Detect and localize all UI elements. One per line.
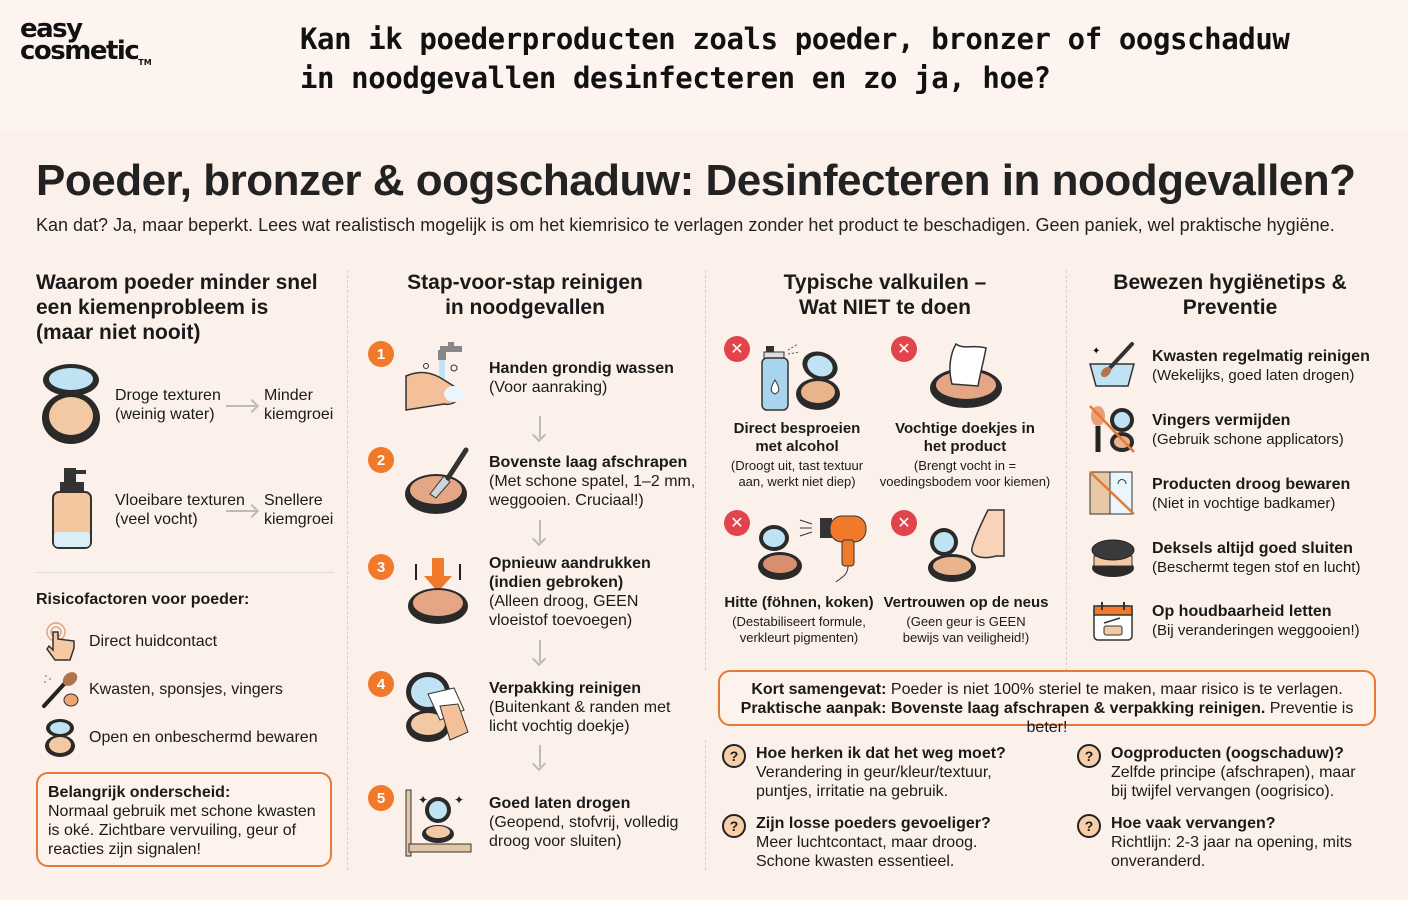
faq-item — [1111, 744, 1356, 801]
step-badge: 5 — [368, 785, 394, 811]
arrow-down-icon — [539, 745, 541, 767]
tip-text — [1152, 411, 1344, 449]
foundation-bottle-icon — [50, 468, 94, 550]
faq-answer: Schone kwasten essentieel. — [756, 853, 955, 870]
pitfall-title — [722, 420, 872, 456]
svg-text:✦: ✦ — [418, 793, 429, 807]
brand-logo[interactable] — [20, 14, 152, 67]
pitfall-title — [880, 420, 1050, 456]
question-bubble-icon: ? — [1077, 814, 1101, 838]
faq-answer: bij twijfel vervangen (oogrisico). — [1111, 783, 1335, 800]
tip-desc: (Gebruik schone applicators) — [1152, 431, 1344, 448]
cross-icon: ✕ — [891, 336, 917, 362]
calendar-icon — [1092, 600, 1134, 642]
hand-washing-icon — [404, 342, 472, 414]
risk-label: Kwasten, sponsjes, vingers — [89, 681, 283, 698]
step-desc: weggooien. Cruciaal!) — [489, 492, 644, 509]
text: Kort samengevat: — [751, 681, 887, 698]
text: voedingsbodem voor kiemen) — [879, 474, 1051, 489]
arrow-down-icon — [539, 416, 541, 438]
comparison-left — [115, 386, 221, 424]
step-text — [489, 453, 695, 510]
text: (Destabiliseert formule, — [732, 614, 866, 629]
title-line: (maar niet nooit) — [36, 321, 201, 344]
title-line: Bewezen hygiënetips & — [1113, 271, 1347, 294]
finger-touch-icon — [44, 622, 78, 662]
closed-compact-icon — [1090, 536, 1136, 580]
spatula-scrape-icon — [404, 446, 470, 518]
tip-desc: (Niet in vochtige badkamer) — [1152, 495, 1336, 512]
step-text — [489, 679, 670, 736]
text: verkleurt pigmenten) — [739, 630, 859, 645]
tip-title: Vingers vermijden — [1152, 412, 1291, 429]
step-title: Opnieuw aandrukken — [489, 555, 651, 572]
text: (Droogt uit, tast textuur — [730, 458, 864, 473]
no-bathroom-icon — [1088, 470, 1136, 516]
section-title — [1080, 270, 1380, 320]
step-badge: 2 — [368, 447, 394, 473]
text: Droge texturen — [115, 387, 221, 404]
section-title — [720, 270, 1050, 320]
step-title: (indien gebroken) — [489, 574, 624, 591]
no-fingers-icon — [1088, 404, 1136, 454]
section-title — [360, 270, 690, 320]
step-title: Verpakking reinigen — [489, 680, 642, 697]
text: Poeder is niet 100% steriel te maken, maar risico is te verlagen. — [886, 681, 1343, 698]
cross-icon: ✕ — [891, 510, 917, 536]
tip-text — [1152, 347, 1370, 385]
summary-line1 — [726, 680, 1368, 699]
section-title — [36, 270, 336, 345]
text: Praktische aanpak: Bovenste laag afschrapen & verpakking reinigen. — [740, 700, 1266, 717]
faq-answer: puntjes, irritatie na gebruik. — [756, 783, 949, 800]
wipe-compact-icon — [404, 670, 472, 744]
tip-title: Producten droog bewaren — [1152, 476, 1351, 493]
title-line: Stap-voor-stap reinigen — [407, 271, 643, 294]
note-text: is oké. Zichtbare vervuiling, geur of — [48, 822, 297, 839]
column-divider — [705, 740, 706, 870]
pitfall-desc — [880, 614, 1052, 646]
column-divider — [705, 270, 706, 670]
title-line: Preventie — [1182, 296, 1278, 319]
step-desc: (Met schone spatel, 1–2 mm, — [489, 473, 696, 490]
wet-wipe-icon — [928, 340, 1004, 412]
step-text — [489, 794, 678, 851]
faq-answer: Zelfde principe (afschrapen), maar — [1111, 764, 1356, 781]
section-tips — [1080, 270, 1380, 320]
step-badge: 3 — [368, 554, 394, 580]
step-desc: vloeistof toevoegen) — [489, 612, 633, 629]
arrow-right-icon — [226, 405, 256, 407]
faq-question: Hoe vaak vervangen? — [1111, 815, 1276, 832]
risk-title: Risicofactoren voor poeder: — [36, 591, 250, 608]
faq-answer: onveranderd. — [1111, 853, 1206, 870]
faq-item — [1111, 814, 1352, 871]
logo-line2: cosmetic — [20, 36, 139, 66]
step-title: Handen grondig wassen — [489, 360, 674, 377]
tip-desc: (Wekelijks, goed laten drogen) — [1152, 367, 1355, 384]
section-steps — [360, 270, 690, 320]
text: (weinig water) — [115, 406, 215, 423]
title-line: Typische valkuilen – — [783, 271, 987, 294]
step-desc: (Alleen droog, GEEN — [489, 593, 639, 610]
step-title: Goed laten drogen — [489, 795, 631, 812]
section-pitfalls — [720, 270, 1050, 320]
note-text: reacties zijn signalen! — [48, 841, 201, 858]
top-bar — [0, 0, 1408, 128]
summary-line2 — [726, 699, 1368, 737]
comparison-right — [264, 491, 333, 529]
pitfall-desc — [722, 458, 872, 490]
step-desc: (Voor aanraking) — [489, 379, 608, 396]
question-line2: in noodgevallen desinfecteren en zo ja, hoe? — [300, 61, 1051, 95]
tip-title: Kwasten regelmatig reinigen — [1152, 348, 1370, 365]
faq-answer: Richtlijn: 2-3 jaar na opening, mits — [1111, 834, 1353, 851]
tip-text — [1152, 539, 1360, 577]
svg-text:✦: ✦ — [1092, 346, 1101, 357]
brush-sponge-icon — [40, 670, 82, 710]
text: kiemgroei — [264, 406, 334, 423]
pitfall-desc — [872, 458, 1058, 490]
faq-answer: Meer luchtcontact, maar droog. — [756, 834, 978, 851]
tip-title: Op houdbaarheid letten — [1152, 603, 1332, 620]
text: het product — [923, 438, 1007, 455]
open-compact-icon — [44, 718, 76, 758]
step-badge: 1 — [368, 341, 394, 367]
text: Vloeibare texturen — [115, 492, 245, 509]
text: bewijs van veiligheid!) — [902, 630, 1030, 645]
step-badge: 4 — [368, 671, 394, 697]
risk-label: Open en onbeschermd bewaren — [89, 729, 318, 746]
step-desc: droog voor sluiten) — [489, 833, 622, 850]
text: Minder — [264, 387, 313, 404]
question-heading — [300, 20, 1300, 98]
brush-wash-icon — [1088, 340, 1136, 388]
faq-item — [756, 814, 991, 871]
faq-question: Oogproducten (oogschaduw)? — [1111, 745, 1344, 762]
question-bubble-icon: ? — [722, 814, 746, 838]
text: kiemgroei — [264, 511, 334, 528]
question-bubble-icon: ? — [1077, 744, 1101, 768]
hair-dryer-icon — [750, 512, 874, 584]
faq-item — [756, 744, 1006, 801]
nose-smell-icon — [922, 508, 1008, 584]
note-title: Belangrijk onderscheid: — [48, 784, 231, 801]
step-desc: (Geopend, stofvrij, volledig — [489, 814, 679, 831]
pitfall-desc — [720, 614, 878, 646]
comparison-right — [264, 386, 333, 424]
pitfall-title: Vertrouwen op de neus — [883, 594, 1049, 611]
text: Vochtige doekjes in — [895, 420, 1035, 437]
step-desc: (Buitenkant & randen met — [489, 699, 671, 716]
logo-line1: easy — [20, 14, 82, 44]
dry-compact-icon — [404, 788, 474, 858]
cross-icon: ✕ — [724, 336, 750, 362]
question-line1: Kan ik poederproducten zoals poeder, bronzer of oogschaduw — [300, 22, 1290, 56]
compact-powder-icon — [40, 362, 102, 446]
cross-icon: ✕ — [724, 510, 750, 536]
tip-desc: (Beschermt tegen stof en lucht) — [1152, 559, 1361, 576]
column-divider — [1066, 270, 1067, 670]
step-text — [489, 554, 651, 630]
question-bubble-icon: ? — [722, 744, 746, 768]
text: Snellere — [264, 492, 323, 509]
text: met alcohol — [755, 438, 839, 455]
faq-answer: Verandering in geur/kleur/textuur, — [756, 764, 992, 781]
arrow-down-icon — [539, 520, 541, 542]
svg-text:✦: ✦ — [454, 793, 465, 807]
tip-text — [1152, 475, 1350, 513]
faq-question: Hoe herken ik dat het weg moet? — [756, 745, 1006, 762]
column-divider — [347, 270, 348, 870]
step-title: Bovenste laag afschrapen — [489, 454, 688, 471]
arrow-right-icon — [226, 510, 256, 512]
page-title: Poeder, bronzer & oogschaduw: Desinfecteren in noodgevallen? — [36, 156, 1356, 205]
press-down-icon — [406, 558, 470, 626]
risk-label: Direct huidcontact — [89, 633, 218, 650]
tip-desc: (Bij veranderingen weggooien!) — [1152, 622, 1360, 639]
title-line: een kiemenprobleem is — [36, 296, 269, 319]
title-line: in noodgevallen — [445, 296, 605, 319]
important-note-box — [36, 772, 332, 867]
title-line: Waarom poeder minder snel — [36, 271, 318, 294]
text: Preventie is beter! — [1026, 700, 1354, 736]
text: Direct besproeien — [733, 420, 861, 437]
text: (Brengt vocht in = — [913, 458, 1017, 473]
tip-title: Deksels altijd goed sluiten — [1152, 540, 1353, 557]
title-line: Wat NIET te doen — [799, 296, 971, 319]
arrow-down-icon — [539, 640, 541, 662]
summary-box — [718, 670, 1376, 736]
step-desc: licht vochtig doekje) — [489, 718, 630, 735]
trademark: TM — [138, 58, 152, 67]
divider — [36, 572, 334, 573]
text: aan, werkt niet diep) — [738, 474, 856, 489]
alcohol-spray-icon — [760, 338, 842, 412]
step-text — [489, 359, 674, 397]
faq-question: Zijn losse poeders gevoeliger? — [756, 815, 991, 832]
text: (veel vocht) — [115, 511, 198, 528]
note-text: Normaal gebruik met schone kwasten — [48, 803, 316, 820]
page-subtitle: Kan dat? Ja, maar beperkt. Lees wat realistisch mogelijk is om het kiemrisico te verlagen zonder het product te beschadigen. Geen paniek, wel praktische hygiëne. — [36, 215, 1335, 235]
pitfall-title: Hitte (föhnen, koken) — [724, 594, 874, 611]
tip-text — [1152, 602, 1360, 640]
section-why-powder — [36, 270, 336, 345]
text: (Geen geur is GEEN — [906, 614, 1026, 629]
